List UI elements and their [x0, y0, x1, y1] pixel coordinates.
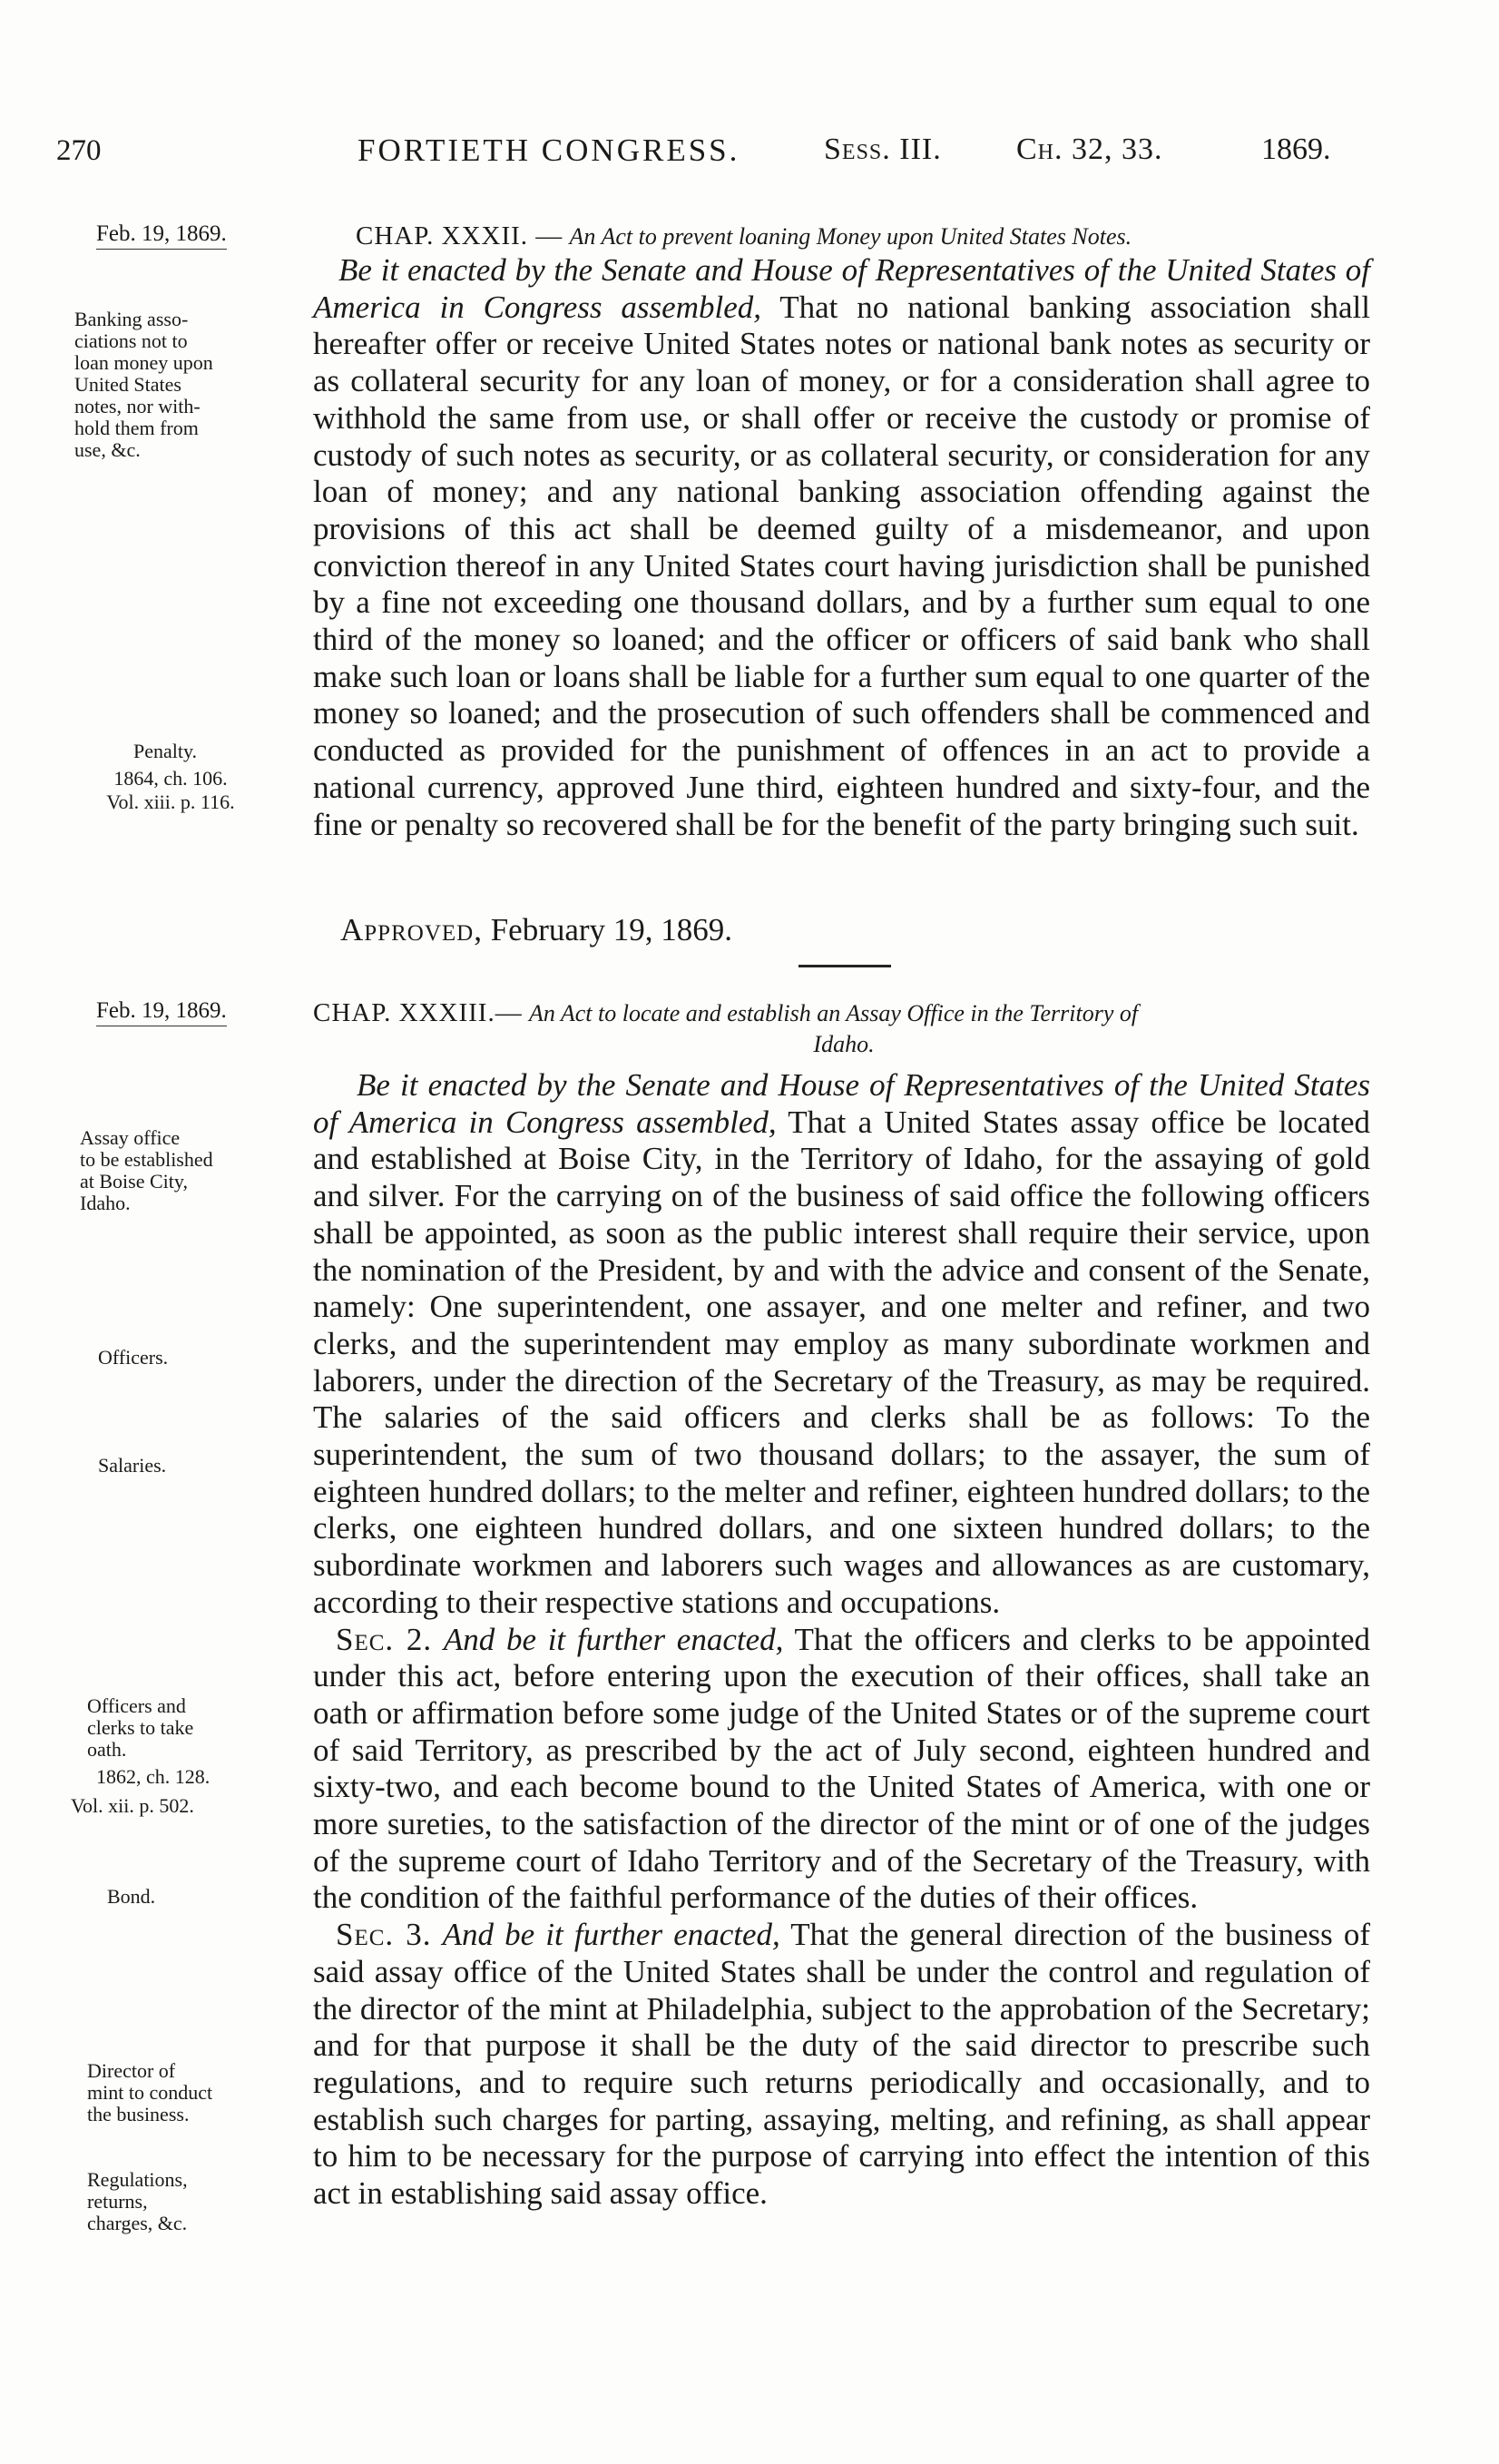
chap33-section-2 — [313, 1622, 1370, 1918]
chap32-description: An Act to prevent loaning Money upon United States Notes. — [569, 223, 1132, 250]
margin-note-regulations: Regulations, returns, charges, &c. — [87, 2168, 188, 2234]
margin-note-ref-1864: 1864, ch. 106. — [113, 767, 228, 790]
chap33-enacting-clause: Be it enacted by the Senate and House of Representatives of the United States of America in Congress assembled, — [313, 1067, 1370, 1140]
chap32-label: CHAP. XXXII. — — [356, 221, 563, 250]
margin-note-director: Director of mint to conduct the business. — [87, 2059, 213, 2125]
session-label: Sess. III. — [824, 133, 942, 166]
chap33-description-line1: An Act to locate and establish an Assay Office in the Territory of — [528, 1000, 1139, 1026]
page-title: FORTIETH CONGRESS. — [358, 133, 740, 168]
chap32-date: Feb. 19, 1869. — [96, 223, 227, 250]
chap32-enacting-clause: Be it enacted by the Senate and House of Representatives of the United States of America in Congress assembled, — [313, 252, 1370, 325]
sec2-text: That the officers and clerks to be appointed under this act, before entering upon the execution of their offices, shall take an oath or affirmation before some judge of the United States or of the supreme court of said Territory, as prescribed by the act of July second, eighteen hundred and sixty-two, and each become bound to the United States of America, with one or more sureties, to the satisfaction of the director of the mint or of one of the judges of the supreme court of Idaho Territory and of the Secretary of the Treasury, with the condition of the faithful performance of the duties of their offices. — [313, 1621, 1371, 1916]
chap33-heading — [313, 997, 1375, 1060]
chapter-divider — [798, 965, 891, 967]
sec3-label: Sec. 3. — [336, 1917, 432, 1953]
sec2-clause: And be it further enacted, — [443, 1621, 784, 1657]
margin-note-ref-1862: 1862, ch. 128. — [96, 1765, 211, 1788]
chap33-section-3 — [313, 1917, 1370, 2213]
margin-note-oath: Officers and clerks to take oath. — [87, 1694, 194, 1761]
margin-note-bond: Bond. — [107, 1885, 156, 1908]
margin-note-officers: Officers. — [98, 1346, 169, 1369]
sec3-clause: And be it further enacted, — [442, 1917, 780, 1953]
chap33-text: That a United States assay office be located and established at Boise City, in the Territory of Idaho, for the assaying of gold and silver. For the carrying on of the business of said office the following officers shall be appointed, as soon as the public interest shall require their service, upon the nomination of the President, by and with the advice and consent of the Senate, namely: One superintendent, one assayer, and one melter and refiner, and two clerks, and the superintendent may employ as many subordinate workmen and laborers, under the direction of the Secretary of the Treasury, as may be required. The salaries of the said officers and clerks shall be as follows: To the superintendent, the sum of two thousand dollars; to the assayer, the sum of eighteen hundred dollars; to the melter and refiner, eighteen hundred dollars; to the clerks, one eighteen hundred dollars, and one sixteen hundred dollars; to the subordinate workmen and laborers such wages and allowances as are customary, according to their respective stations and occupations. — [313, 1104, 1370, 1620]
chap32-text: That no national banking association shall hereafter offer or receive United States notes or national bank notes as security or as collateral security for any loan of money, or for a consideration shall agree to withhold the same from use, or shall offer or receive the custody or promise of custody of such notes as security, or as collateral security, or consideration for any loan of money; and any national banking association offending against the provisions of this act shall be deemed guilty of a misdemeanor, and upon conviction thereof in any United States court having jurisdiction shall be punished by a fine not exceeding one thousand dollars, and by a further sum equal to one third of the money so loaned; and the officer or officers of said bank who shall make such loan or loans shall be liable for a further sum equal to one quarter of the money so loaned; and the prosecution of such offenders shall be commenced and conducted as provided for the punishment of offences in an act to provide a national currency, approved June third, eighteen hundred and sixty-four, and the fine or penalty so recovered shall be for the benefit of the party bringing such suit. — [313, 289, 1370, 842]
chap32-body — [313, 252, 1370, 843]
sec3-text: That the general direction of the business of said assay office of the United States shall be under the control and regulation of the director of the mint at Philadelphia, subject to the approbation of the Secretary; and for that purpose it shall be the duty of the said director to prescribe such regulations, and to require such returns periodically and occasionally, and to establish such charges for parting, assaying, melting, and refining, as shall appear to him to be necessary for the purpose of carrying into effect the intention of this act in establishing said assay office. — [313, 1917, 1371, 2212]
chap32-heading — [356, 221, 1372, 252]
margin-note-salaries: Salaries. — [98, 1454, 167, 1477]
approved-date: February 19, 1869. — [490, 912, 733, 947]
chap33-body — [313, 1067, 1370, 2213]
chap33-description-line2: Idaho. — [813, 1031, 875, 1057]
chap33-date: Feb. 19, 1869. — [96, 1000, 227, 1026]
margin-note-penalty: Penalty. — [132, 740, 198, 762]
approved-label: Approved, — [340, 912, 483, 947]
chap32-approved — [340, 912, 732, 948]
page-number: 270 — [56, 134, 102, 167]
running-header — [56, 127, 1354, 172]
year-label: 1869. — [1261, 133, 1331, 166]
margin-note-banking: Banking asso- ciations not to loan money upon United States notes, nor with- hold them from use, &c. — [74, 308, 213, 461]
margin-note-ref-vol13: Vol. xiii. p. 116. — [106, 790, 235, 813]
chap33-label: CHAP. XXXIII.— — [313, 998, 523, 1027]
margin-note-ref-vol12: Vol. xii. p. 502. — [71, 1794, 194, 1817]
sec2-label: Sec. 2. — [336, 1621, 433, 1657]
chapters-label: Ch. 32, 33. — [1016, 133, 1163, 166]
margin-note-assay-office: Assay office to be established at Boise City, Idaho. — [80, 1126, 213, 1214]
